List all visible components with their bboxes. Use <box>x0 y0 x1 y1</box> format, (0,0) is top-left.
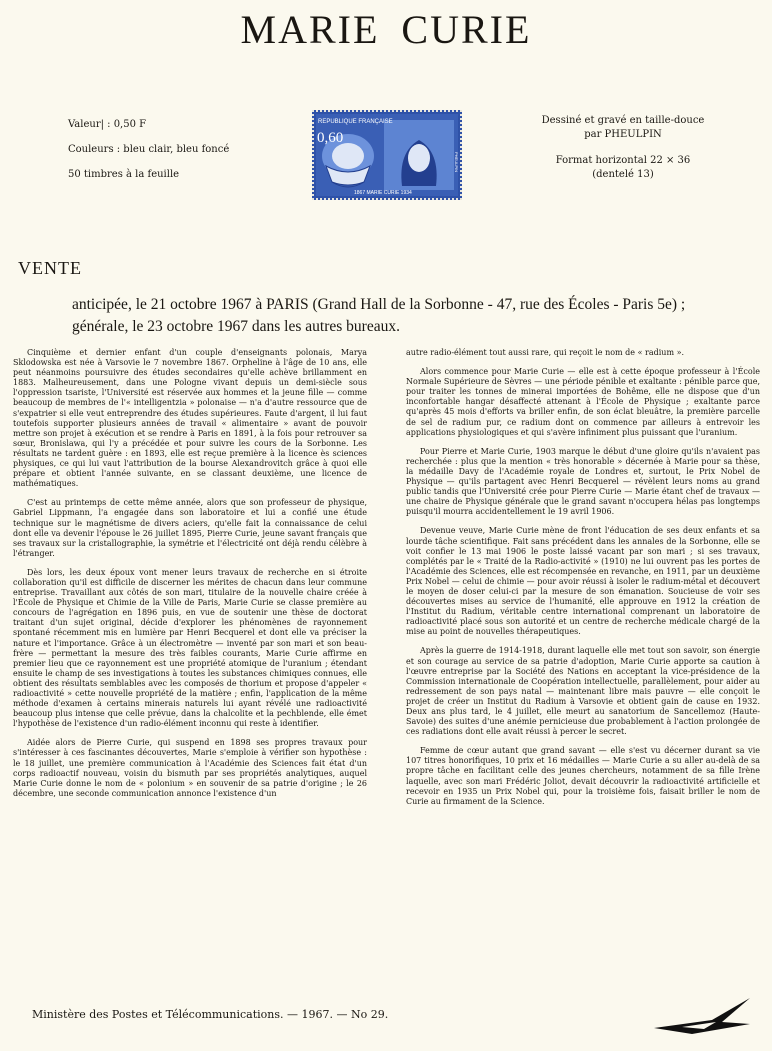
spec-timbres: 50 timbres à la feuille <box>68 169 180 180</box>
stamp-specs-right <box>510 114 736 182</box>
sale-line-generale: générale, le 23 octobre 1967 dans les autres bureaux. <box>72 318 400 335</box>
spec-couleurs: Couleurs : bleu clair, bleu foncé <box>68 144 230 155</box>
paragraph: autre radio-élément tout aussi rare, qui reçoit le nom de « radium ». <box>406 348 685 357</box>
paragraph: Devenue veuve, Marie Curie mène de front l'éducation de ses deux enfants et sa lourde tâche scientifique. Fait sans précédent dans les annales de la Sorbonne, elle se voit confier le 13 mai 1906 le poste laissé vacant par son mari ; si ses travaux, complétés par le « Traité de la Radio-activité » (1910) ne lui ouvrent pas les portes de l'Académie des Sciences, elle est récompensée en revanche, en 1911, par un deuxième Prix Nobel — celui de chimie — pour avoir réussi à isoler le radium-métal et découvert le moyen de doser celui-ci par la mesure de son émanation. Soucieuse de voir ses découvertes mises au service de l'humanité, elle approuve en 1912 la création de l'Institut du Radium, véritable centre international comprenant un laboratoire de radioactivité placé sous son autorité et un centre de recherche médicale chargé de la mise au point de nouvelles thérapeutiques. <box>406 526 760 637</box>
stamp-engraver: PHEULPIN <box>454 152 459 173</box>
spec-dentele: (dentelé 13) <box>592 169 654 180</box>
spec-valeur: Valeur| : 0,50 F <box>68 119 147 130</box>
footer: Ministère des Postes et Télécommunications. — 1967. — No 29. <box>32 1008 389 1021</box>
spec-par: par PHEULPIN <box>584 129 662 140</box>
stamp-caption: 1867 MARIE CURIE 1934 <box>354 190 412 196</box>
ptt-logo-icon <box>652 994 752 1036</box>
stamp-country: REPUBLIQUE FRANÇAISE <box>318 119 393 125</box>
paragraph: Aidée alors de Pierre Curie, qui suspend en 1898 ses propres travaux pour s'intéresser à ces fascinantes découvertes, Marie s'emploie à vérifier son hypothèse : le 18 juillet, une première communication à l'Académie des Sciences fait état d'un corps radioactif nouveau, voisin du bismuth par ses propriétés analytiques, auquel Marie Curie donne le nom de « polonium » en souvenir de sa patrie d'origine ; le 26 décembre, une seconde communication annonce l'existence d'un <box>13 738 367 798</box>
paragraph: Pour Pierre et Marie Curie, 1903 marque le début d'une gloire qu'ils n'avaient pas recherchée : plus que la mention « très honorable » décernée à Marie pour sa thèse, la médaille Davy de l'Académie royale de Londres et, surtout, le Prix Nobel de Physique — qu'ils partagent avec Henri Becquerel — révèlent leurs noms au grand public tandis que l'Université crée pour Pierre Curie — Marie étant chef de travaux — une chaire de Physique générale que le grand savant n'occupera hélas pas longtemps puisqu'il mourra accidentellement le 19 avril 1906. <box>406 446 760 517</box>
stamp-value: 0,60 <box>317 130 344 146</box>
spec-dessine: Dessiné et gravé en taille-douce <box>541 115 705 126</box>
text-column-left <box>13 348 367 808</box>
page-title: MARIE CURIE <box>240 7 532 52</box>
stamp-specs-left <box>68 118 298 193</box>
sale-heading: VENTE <box>18 258 82 278</box>
paragraph: Après la guerre de 1914-1918, durant laquelle elle met tout son savoir, son énergie et son courage au service de sa patrie d'adoption, Marie Curie apporte sa caution à l'œuvre entreprise par la Société des Nations en acceptant la vice-présidence de la Commission internationale de Coopération intellectuelle, parallèlement, pour aider au redressement de son pays natal — maintenant libre mais pauvre — elle conçoit le projet de créer un Institut du Radium à Varsovie et obtient gain de cause en 1932. Deux ans plus tard, le 4 juillet, elle meurt au sanatorium de Sancellemoz (Haute-Savoie) des suites d'une anémie pernicieuse due probablement à l'action prolongée de ces radiations dont elle avait réussi à percer le secret. <box>406 646 760 737</box>
text-column-right <box>406 348 760 816</box>
paragraph: Dès lors, les deux époux vont mener leurs travaux de recherche en si étroite collaboration qu'il est difficile de discerner les mérites de chacun dans leur commune entreprise. Travaillant aux côtés de son mari, titulaire de la nouvelle chaire créée à l'École de Physique et Chimie de la Ville de Paris, Marie Curie se classe première au concours de l'agrégation en 1896 puis, en vue de soutenir une thèse de doctorat traitant d'un sujet original, décide d'explorer les phénomènes de rayonnement spontané récemment mis en lumière par Henri Becquerel et dont elle va préciser la nature et l'importance. Grâce à un électromètre — inventé par son mari et son beau-frère — permettant la mesure des très faibles courants, Marie Curie affirme en premier lieu que ce rayonnement est une propriété atomique de l'uranium ; étendant ensuite le champ de ses investigations à toutes les substances chimiques connues, elle obtient des résultats semblables avec les composés de thorium et propose d'appeler « radioactivité » cette nouvelle propriété de la matière ; enfin, l'application de la même méthode d'examen à certains minerais naturels lui ayant révélé une radioactivité beaucoup plus intense que celle prévue, dans la chalcolite et la pechblende, elle émet l'hypothèse de l'existence d'un radio-élément inconnu qui reste à identifier. <box>13 567 367 729</box>
paragraph: Alors commence pour Marie Curie — elle est à cette époque professeur à l'École Normale Supérieure de Sèvres — une période pénible et exaltante : pénible parce que, pour traiter les tonnes de minerai importées de Bohême, elle ne dispose que d'un inconfortable hangar désaffecté attenant à l'École de Physique ; exaltante parce qu'après 45 mois d'efforts va briller enfin, de son éclat bleuâtre, la première parcelle de sel de radium pur, ce radium dont on commence par ailleurs à entrevoir les applications physiologiques et qui s'avère infiniment plus puissant que l'uranium. <box>406 367 760 437</box>
spec-format: Format horizontal 22 × 36 <box>555 155 691 166</box>
paragraph: C'est au printemps de cette même année, alors que son professeur de physique, Gabriel Lippmann, l'a engagée dans son laboratoire et lui a confié une étude technique sur le magnétisme de divers aciers, qu'elle fait la connaissance de celui dont elle va devenir l'épouse le 26 juillet 1895, Pierre Curie, jeune savant français que ses travaux sur la cristallographie, la symétrie et l'électricité ont déjà rendu célèbre à l'étranger. <box>13 498 367 558</box>
stamp-image <box>312 110 462 200</box>
sale-line-anticipee: anticipée, le 21 octobre 1967 à PARIS (Grand Hall de la Sorbonne - 47, rue des Écoles - Paris 5e) ; <box>72 296 686 313</box>
paragraph: Cinquième et dernier enfant d'un couple d'enseignants polonais, Marya Sklodowska est née à Varsovie le 7 novembre 1867. Orpheline à l'âge de 10 ans, elle peut néanmoins poursuivre des études secondaires qu'elle achève brillamment en 1883. Malheureusement, dans une Pologne vivant depuis un demi-siècle sous l'oppression tsariste, l'Université est réservée aux hommes et la jeune fille — comme beaucoup de membres de l'« intelligentzia » polonaise — n'a d'autre ressource que de s'expatrier si elle veut entreprendre des études supérieures. Faute d'argent, il lui faut toutefois supporter plusieurs années de travail « alimentaire » avant de pouvoir mettre son projet à exécution et se rendre à Paris en 1891, à la fois pour retrouver sa sœur, Bronislawa, qui l'y a précédée et pour suivre les cours de la Sorbonne. Les résultats ne tardent guère : en 1893, elle est reçue première à la licence ès sciences physiques, ce qui lui vaut l'attribution de la bourse Alexandrovitch grâce à quoi elle prépare et obtient l'année suivante, en se classant deuxième, une licence de mathématiques. <box>13 348 367 489</box>
paragraph: Femme de cœur autant que grand savant — elle s'est vu décerner durant sa vie 107 titres honorifiques, 10 prix et 16 médailles — Marie Curie a su aller au-delà de sa propre tâche en facilitant celle des jeunes chercheurs, notamment de sa fille Irène laquelle, avec son mari Frédéric Joliot, devait découvrir la radioactivité artificielle et recevoir en 1935 un Prix Nobel qui, pour la troisième fois, faisait briller le nom de Curie au firmament de la Science. <box>406 746 760 806</box>
